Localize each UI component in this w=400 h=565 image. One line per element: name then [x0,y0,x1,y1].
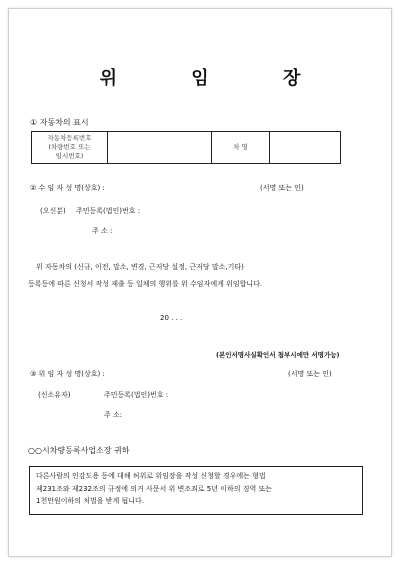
legal-notice-line3: 1천만원이하의 처벌을 받게 됩니다. [36,497,145,505]
reg-no-label-line2: (차량번호 또는 [48,143,91,151]
car-name-label: 차 명 [233,143,248,151]
addressee: ○○시차량등록사업소장 귀하 [28,446,130,455]
agent-role: (오신분) [40,207,66,215]
car-name-value-cell[interactable] [270,132,340,163]
date-line: 20 . . . [160,314,183,322]
legal-notice-line1: 다른사람의 인감도용 등에 대해 허위로 위임장을 작성 신청할 경우에는 형법 [36,472,266,480]
principal-sign-note: (서명 또는 인) [288,370,332,378]
agent-address-label: 주 소 : [92,227,113,235]
principal-role: (신소유자) [38,391,71,399]
delegation-text-line1: 위 자동차의 (신규, 이전, 말소, 변경, 근저당 설정, 근저당 말소,기타) [36,263,244,271]
principal-address-label: 주 소: [104,411,123,419]
reg-no-label-cell [32,132,108,163]
car-name-label-cell [212,132,270,163]
vehicle-info-table [31,131,341,164]
principal-name-label: ③ 위 임 자 성 명(상호) : [30,370,105,378]
document-title: 위 임 장 [99,68,335,89]
vehicle-section-heading: ① 자동차의 표시 [30,118,89,127]
agent-id-label: 주민등록(법인)번호 : [76,207,141,215]
agent-sign-note: (서명 또는 인) [260,184,304,192]
reg-no-label-line1: 자동차등록번호 [47,134,92,142]
legal-notice-line2: 제231조와 제232조의 규정에 의거 사문서 위 변조죄로 5년 이하의 징역 또는 [36,484,272,493]
delegation-text-line2: 등록등에 따른 신청서 작성 제출 등 일체의 행위를 위 수임자에게 위임합니다. [28,280,263,288]
legal-notice-box [29,466,363,515]
reg-no-value-cell[interactable] [108,132,212,163]
reg-no-label-line3: 임시번호) [55,152,84,160]
agent-name-label: ② 수 임 자 성 명(상호) : [30,184,105,192]
sign-exempt-note: (본인서명사실확인서 첨부시에만 서명가능) [216,351,340,359]
principal-id-label: 주민등록(법인)번호 : [104,391,169,399]
